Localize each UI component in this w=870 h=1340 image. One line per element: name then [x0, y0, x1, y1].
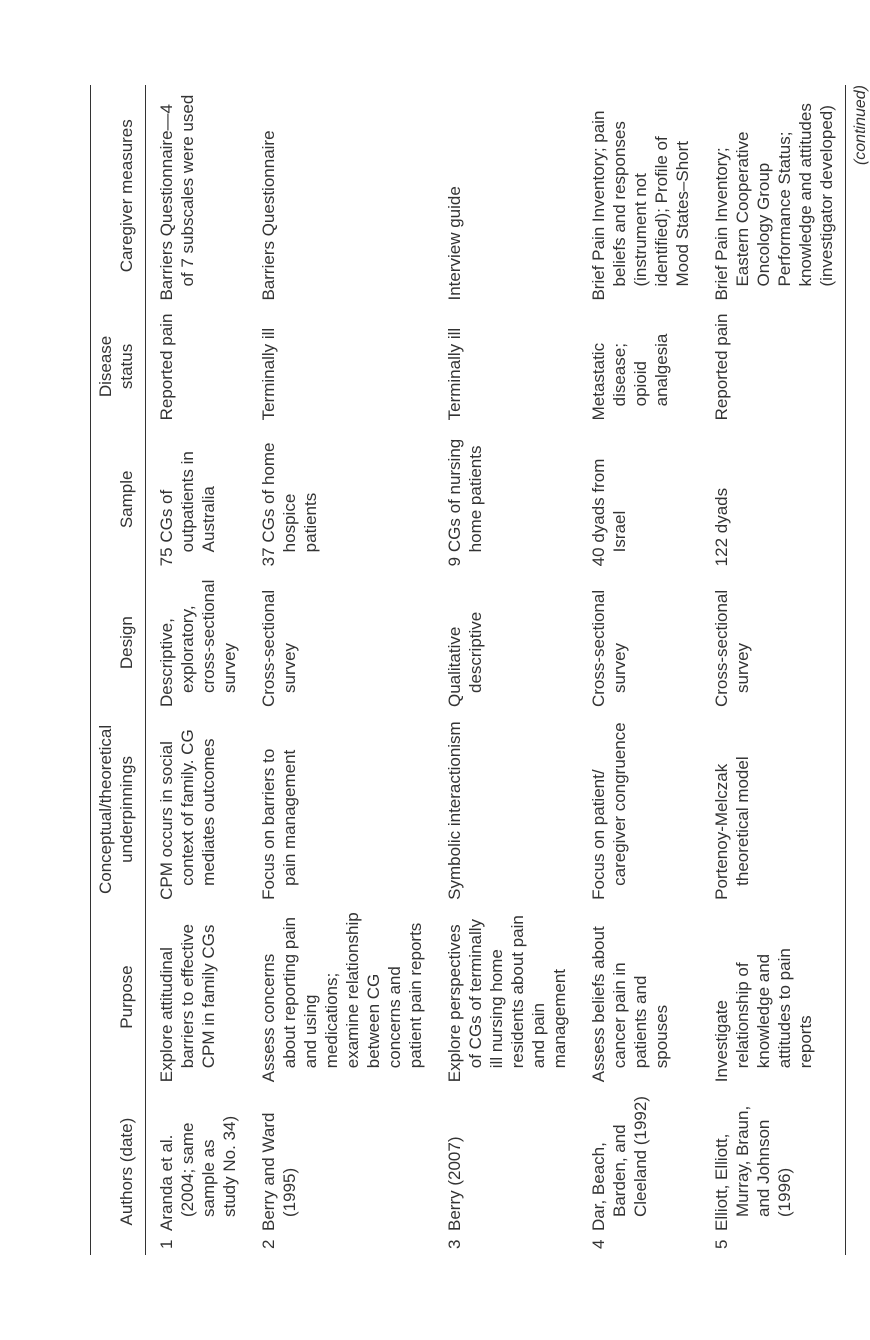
studies-table — [90, 85, 846, 1255]
header-purpose: Purpose — [91, 906, 146, 1088]
cell-authors — [578, 1088, 701, 1255]
row-purpose: Assess beliefs about cancer pain in patients and spouses — [589, 926, 671, 1083]
row-authors: Aranda et al. (2004; same sample as study No. 34) — [157, 1115, 239, 1231]
cell-authors — [434, 1088, 578, 1255]
row-caregiver-measures: Interview guide — [445, 186, 464, 301]
header-authors: Authors (date) — [91, 1088, 146, 1255]
row-purpose: Explore attitudinal barriers to effective CPM in family CGs — [157, 923, 218, 1083]
row-authors: Berry and Ward (1995) — [259, 1112, 299, 1231]
row-number: 2 — [259, 1239, 278, 1249]
row-design: Qualitative descriptive — [445, 611, 485, 708]
continued-note: (continued) — [852, 85, 869, 166]
row-caregiver-measures: Barriers Questionnaire—4 of 7 subscales were used — [157, 94, 197, 301]
row-number: 5 — [712, 1239, 731, 1249]
row-caregiver-measures: Brief Pain Inventory; Eastern Cooperative Oncology Group Performance Status; knowledge and attitudes (investigator developed) — [701, 85, 846, 307]
row-disease-status: Reported pain — [701, 307, 846, 427]
table-row — [701, 85, 846, 1255]
table-row — [146, 85, 249, 1255]
table-row — [578, 85, 701, 1255]
row-conceptual: Focus on patient/ caregiver congruence — [589, 722, 629, 900]
row-sample: 9 CGs of nursing home patients — [445, 438, 485, 567]
row-disease-status: Terminally ill — [259, 327, 278, 421]
row-authors: Elliott, Elliott, Murray, Braun, and Johnson (1996) — [712, 1105, 794, 1231]
row-conceptual: Portenoy-Melczak theoretical model — [701, 713, 846, 906]
row-authors: Dar, Beach, Barden, and Cleeland (1992) — [589, 1096, 650, 1231]
row-caregiver-measures: Barriers Questionnaire — [259, 130, 278, 301]
header-disease-status: Disease status — [91, 307, 146, 427]
row-conceptual: Focus on barriers to pain management — [259, 748, 299, 900]
row-purpose: Investigate relationship of knowledge and attitudes to pain reports — [701, 906, 846, 1088]
table-header-row — [91, 85, 146, 1255]
row-disease-status: Metastatic disease; opioid analgesia — [589, 333, 671, 421]
row-design: Descriptive, exploratory, cross-sectional survey — [157, 579, 239, 708]
row-number: 1 — [157, 1239, 176, 1249]
table-row — [434, 85, 578, 1255]
row-sample: 122 dyads — [701, 426, 846, 572]
row-purpose: Explore perspectives of CGs of terminally ill nursing home residents about pain and pain management — [445, 915, 569, 1083]
header-sample: Sample — [91, 426, 146, 572]
row-design: Cross-sectional survey — [589, 589, 629, 708]
row-disease-status: Reported pain — [157, 313, 176, 421]
row-caregiver-measures: Brief Pain Inventory; pain beliefs and responses (instrument not identified); Profile of Mood States–Short — [589, 110, 692, 301]
row-conceptual: Symbolic interactionism — [445, 721, 464, 900]
row-authors: Berry (2007) — [445, 1136, 464, 1231]
row-conceptual: CPM occurs in social context of family. CG mediates outcomes — [157, 729, 218, 900]
cell-authors — [701, 1088, 846, 1255]
cell-authors — [248, 1088, 434, 1255]
row-number: 3 — [445, 1239, 464, 1249]
row-purpose: Assess concerns about reporting pain and using medications; examine relationship between CG concerns and patient pain reports — [259, 912, 425, 1083]
row-design: Cross-sectional survey — [701, 572, 846, 713]
rotated-table-page — [90, 85, 869, 1255]
row-design: Cross-sectional survey — [259, 589, 299, 708]
row-sample: 37 CGs of home hospice patients — [259, 442, 320, 567]
row-disease-status: Terminally ill — [445, 327, 464, 421]
cell-authors — [146, 1088, 249, 1255]
row-number: 4 — [589, 1239, 608, 1249]
header-design: Design — [91, 572, 146, 713]
row-sample: 75 CGs of outpatients in Australia — [157, 451, 218, 567]
header-caregiver-measures: Caregiver measures — [91, 85, 146, 307]
row-sample: 40 dyads from Israel — [589, 458, 629, 567]
header-conceptual: Conceptual/theoretical underpinnings — [91, 713, 146, 906]
table-row — [248, 85, 434, 1255]
